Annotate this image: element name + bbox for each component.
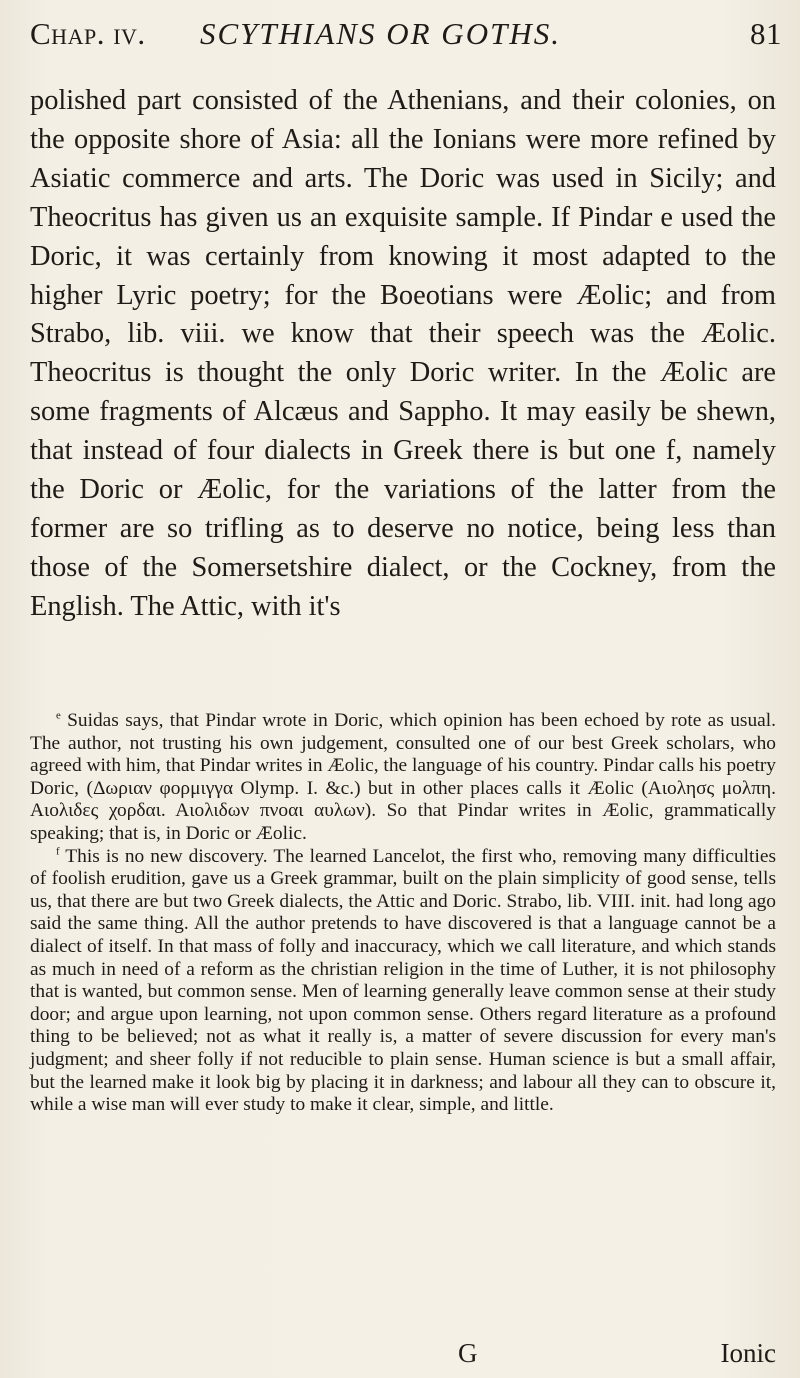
chapter-label: Chap. iv.: [30, 16, 146, 51]
running-title: SCYTHIANS OR GOTHS.: [200, 16, 561, 51]
footnote-marker: f: [56, 845, 60, 858]
footnotes: [30, 710, 776, 1117]
signature-mark: G: [458, 1338, 478, 1368]
footnote-f: [30, 846, 776, 1117]
footnote-marker: e: [56, 709, 61, 722]
footnote-e: [30, 710, 776, 846]
main-text: [30, 82, 776, 627]
page-number: 81: [750, 16, 782, 51]
running-header: [30, 10, 782, 54]
catchword: Ionic: [720, 1338, 776, 1368]
page-footer: [30, 1338, 776, 1370]
footnote-text: This is no new discovery. The learned Lancelot, the first who, removing many difficulties of foolish erudition, gave us a Greek grammar, built on the plain simplicity of good sense, tells us, that there are but two Greek dialects, the Attic and Doric. Strabo, lib. VIII. init. had long ago said the same thing. All the author pretends to have discovered is that a language cannot be a dialect of itself. In that mass of folly and inaccuracy, which we call literature, and which stands as much in need of a reform as the christian religion in the time of Luther, it is not philosophy that is wanted, but common sense. Men of learning generally leave common sense at their study door; and argue upon learning, not upon common sense. Others regard literature as a profound thing to be believed; not as what it really is, a matter of severe discussion for every man's judgment; and sheer folly if not reducible to plain sense. Human science is but a small affair, but the learned make it look big by placing it in darkness; and labour all they can to obscure it, while a wise man will ever study to make it clear, simple, and little.: [30, 845, 776, 1116]
footnote-text: Suidas says, that Pindar wrote in Doric, which opinion has been echoed by rote as usual. The author, not trusting his own judgement, consulted one of our best Greek scholars, who agreed with him, that Pindar writes in Æolic, the language of his country. Pindar calls his poetry Doric, (Δωριαν φορμιγγα Olymp. I. &c.) but in other places calls it Æolic (Αιολησς μολπη. Αιολιδες χορδαι. Αιολιδων πνοαι αυλων). So that Pindar writes in Æolic, grammatically speaking; that is, in Doric or Æolic.: [30, 710, 776, 844]
body-paragraph: polished part consisted of the Athenians, and their colonies, on the opposite shore of Asia: all the Ionians were more refined by Asiatic commerce and arts. The Doric was used in Sicily; and Theocritus has given us an exquisite sample. If Pindar e used the Doric, it was certainly from knowing it most adapted to the higher Lyric poetry; for the Boeotians were Æolic; and from Strabo, lib. viii. we know that their speech was the Æolic. Theocritus is thought the only Doric writer. In the Æolic are some fragments of Alcæus and Sappho. It may easily be shewn, that instead of four dialects in Greek there is but one f, namely the Doric or Æolic, for the variations of the latter from the former are so trifling as to deserve no notice, being less than those of the Somersetshire dialect, or the Cockney, from the English. The Attic, with it's: [30, 85, 776, 622]
